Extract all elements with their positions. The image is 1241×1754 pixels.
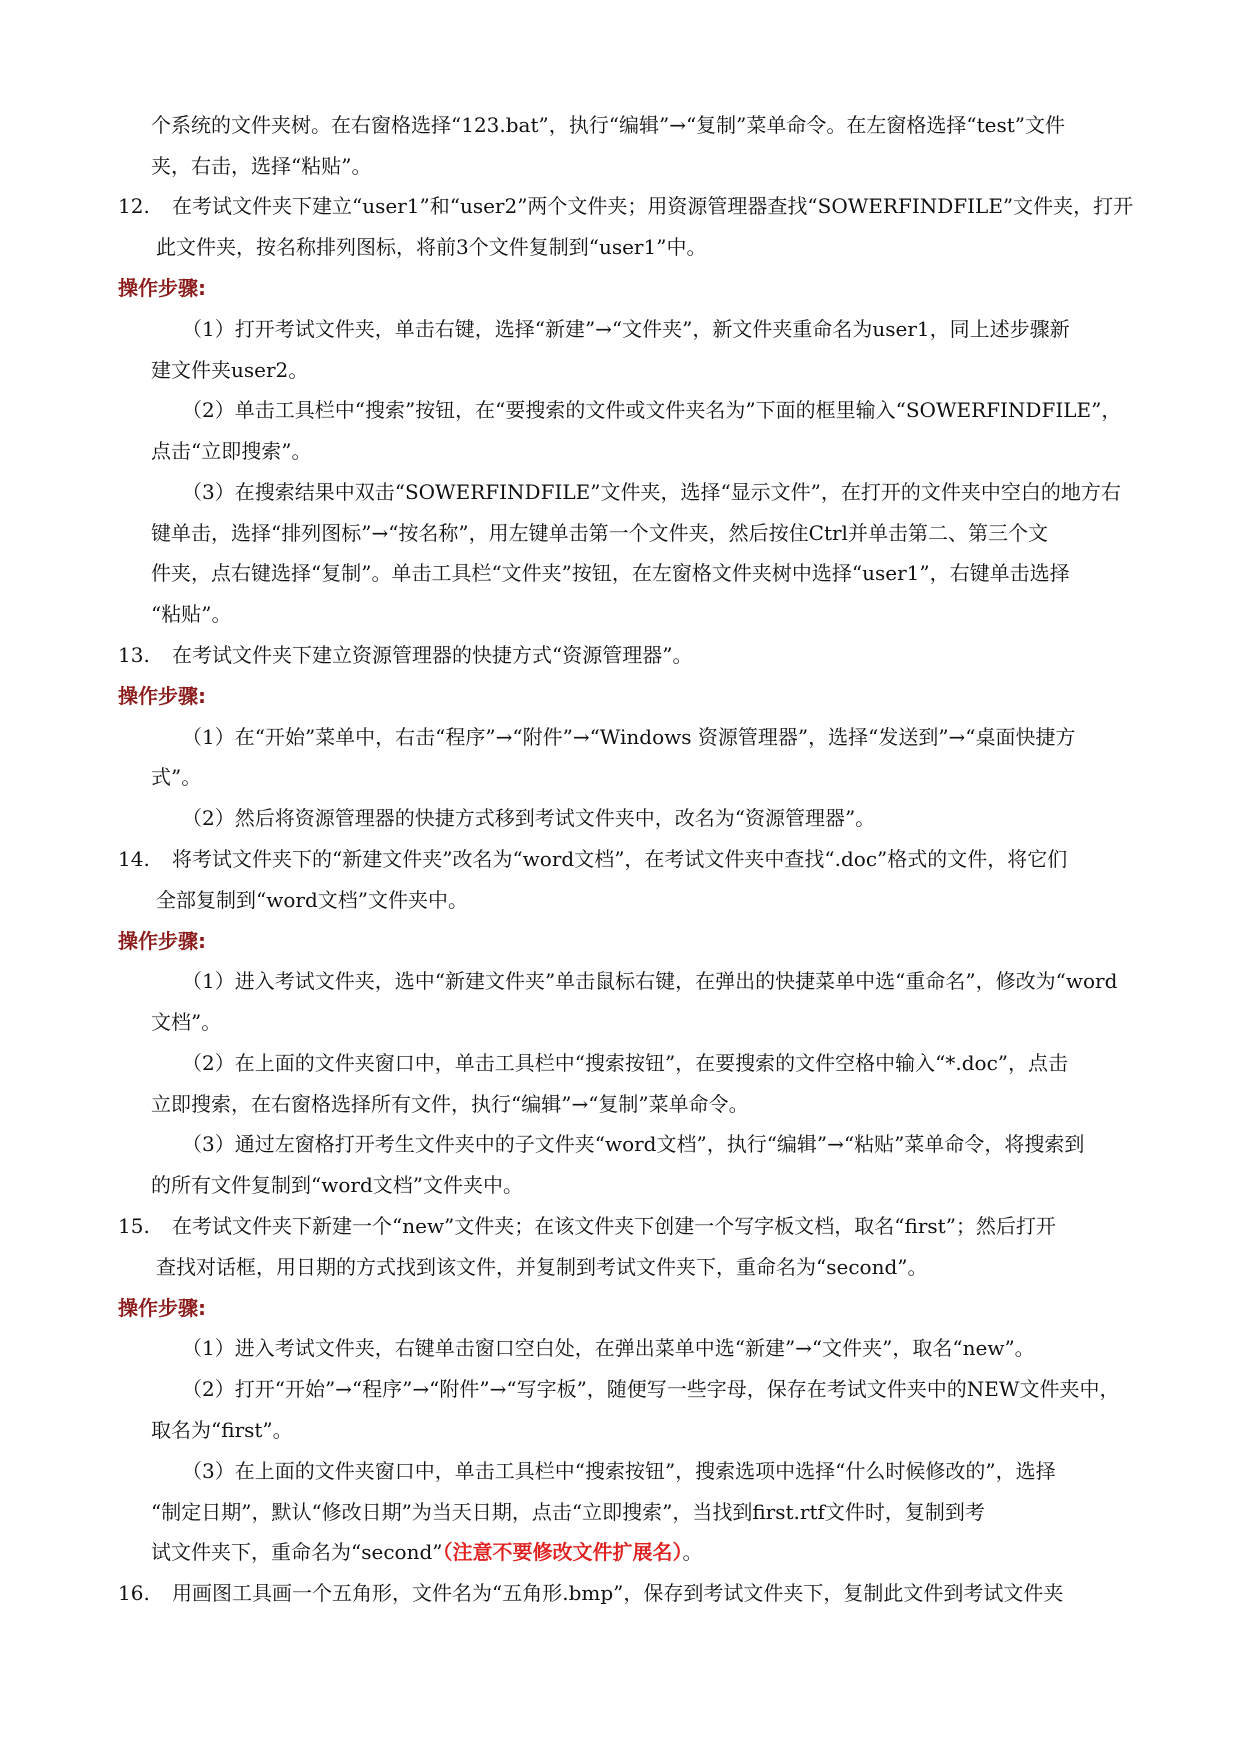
step-line: 点击“立即搜索”。 (151, 439, 312, 463)
question-text: 在考试文件夹下新建一个“new”文件夹；在该文件夹下创建一个写字板文档，取名“first”；然后打开 (172, 1214, 1056, 1238)
step-line: （3）在搜索结果中双击“SOWERFINDFILE”文件夹，选择“显示文件”，在打开的文件夹中空白的地方右 (182, 480, 1121, 504)
step-line: （2）然后将资源管理器的快捷方式移到考试文件夹中，改名为“资源管理器”。 (182, 806, 876, 830)
question-16 (118, 1580, 1063, 1606)
step-line: “制定日期”，默认“修改日期”为当天日期，点击“立即搜索”，当找到first.rtf文件时，复制到考 (151, 1500, 985, 1524)
question-12 (118, 193, 1133, 219)
step-line: 的所有文件复制到“word文档”文件夹中。 (151, 1173, 523, 1197)
step-line: 键单击，选择“排列图标”→“按名称”，用左键单击第一个文件夹，然后按住Ctrl并单击第二、第三个文 (151, 521, 1048, 545)
step-line: （1）进入考试文件夹，选中“新建文件夹”单击鼠标右键，在弹出的快捷菜单中选“重命名”，修改为“word (182, 969, 1118, 993)
question-15-line-2: 查找对话框，用日期的方式找到该文件，并复制到考试文件夹下，重命名为“second”。 (156, 1255, 928, 1279)
step-line: （2）打开“开始”→“程序”→“附件”→“写字板”，随便写一些字母，保存在考试文件夹中的NEW文件夹中， (182, 1377, 1120, 1401)
steps-label: 操作步骤: (118, 684, 206, 708)
question-13 (118, 642, 692, 668)
step-line: 建文件夹user2。 (151, 358, 309, 382)
question-14 (118, 846, 1067, 872)
step-text-end: 。 (682, 1540, 703, 1564)
steps-label: 操作步骤: (118, 1296, 206, 1320)
steps-label: 操作步骤: (118, 276, 206, 300)
step-line: 式”。 (151, 765, 202, 789)
step-line: （3）在上面的文件夹窗口中，单击工具栏中“搜索按钮”，搜索选项中选择“什么时候修改的”，选择 (182, 1459, 1056, 1483)
step-line (151, 1539, 702, 1565)
step-line: （2）在上面的文件夹窗口中，单击工具栏中“搜索按钮”，在要搜索的文件空格中输入“*.doc”，点击 (182, 1051, 1069, 1075)
intro-line-1: 个系统的文件夹树。在右窗格选择“123.bat”，执行“编辑”→“复制”菜单命令。在左窗格选择“test”文件 (151, 113, 1066, 137)
step-line: （1）在“开始”菜单中，右击“程序”→“附件”→“Windows 资源管理器”，选择“发送到”→“桌面快捷方 (182, 725, 1076, 749)
question-number: 14. (118, 847, 150, 871)
step-line: 立即搜索，在右窗格选择所有文件，执行“编辑”→“复制”菜单命令。 (151, 1092, 749, 1116)
step-line: 文档”。 (151, 1010, 222, 1034)
step-line: （1）进入考试文件夹，右键单击窗口空白处，在弹出菜单中选“新建”→“文件夹”，取名“new”。 (182, 1336, 1035, 1360)
question-number: 13. (118, 643, 150, 667)
question-text: 在考试文件夹下建立资源管理器的快捷方式“资源管理器”。 (172, 643, 693, 667)
step-line: “粘贴”。 (151, 602, 232, 626)
warning-note: （注意不要修改文件扩展名） (442, 1540, 683, 1564)
step-line: 件夹，点右键选择“复制”。单击工具栏“文件夹”按钮，在左窗格文件夹树中选择“user1”，右键单击选择 (151, 561, 1070, 585)
question-14-line-2: 全部复制到“word文档”文件夹中。 (156, 888, 468, 912)
step-line: （1）打开考试文件夹，单击右键，选择“新建”→“文件夹”，新文件夹重命名为user1，同上述步骤新 (182, 317, 1070, 341)
question-12-line-2: 此文件夹，按名称排列图标，将前3个文件复制到“user1”中。 (156, 235, 707, 259)
question-text: 在考试文件夹下建立“user1”和“user2”两个文件夹；用资源管理器查找“SOWERFINDFILE”文件夹，打开 (172, 194, 1134, 218)
step-line: （3）通过左窗格打开考生文件夹中的子文件夹“word文档”，执行“编辑”→“粘贴”菜单命令，将搜索到 (182, 1132, 1085, 1156)
step-line: （2）单击工具栏中“搜索”按钮，在“要搜索的文件或文件夹名为”下面的框里输入“SOWERFINDFILE”， (182, 398, 1122, 422)
question-number: 16. (118, 1581, 150, 1605)
step-text: 试文件夹下，重命名为“second” (151, 1540, 443, 1564)
question-text: 将考试文件夹下的“新建文件夹”改名为“word文档”，在考试文件夹中查找“.doc”格式的文件，将它们 (172, 847, 1068, 871)
question-number: 15. (118, 1214, 150, 1238)
question-15 (118, 1213, 1056, 1239)
intro-line-2: 夹，右击，选择“粘贴”。 (151, 154, 372, 178)
steps-label: 操作步骤: (118, 929, 206, 953)
question-text: 用画图工具画一个五角形，文件名为“五角形.bmp”，保存到考试文件夹下，复制此文件到考试文件夹 (172, 1581, 1064, 1605)
step-line: 取名为“first”。 (151, 1418, 293, 1442)
question-number: 12. (118, 194, 150, 218)
